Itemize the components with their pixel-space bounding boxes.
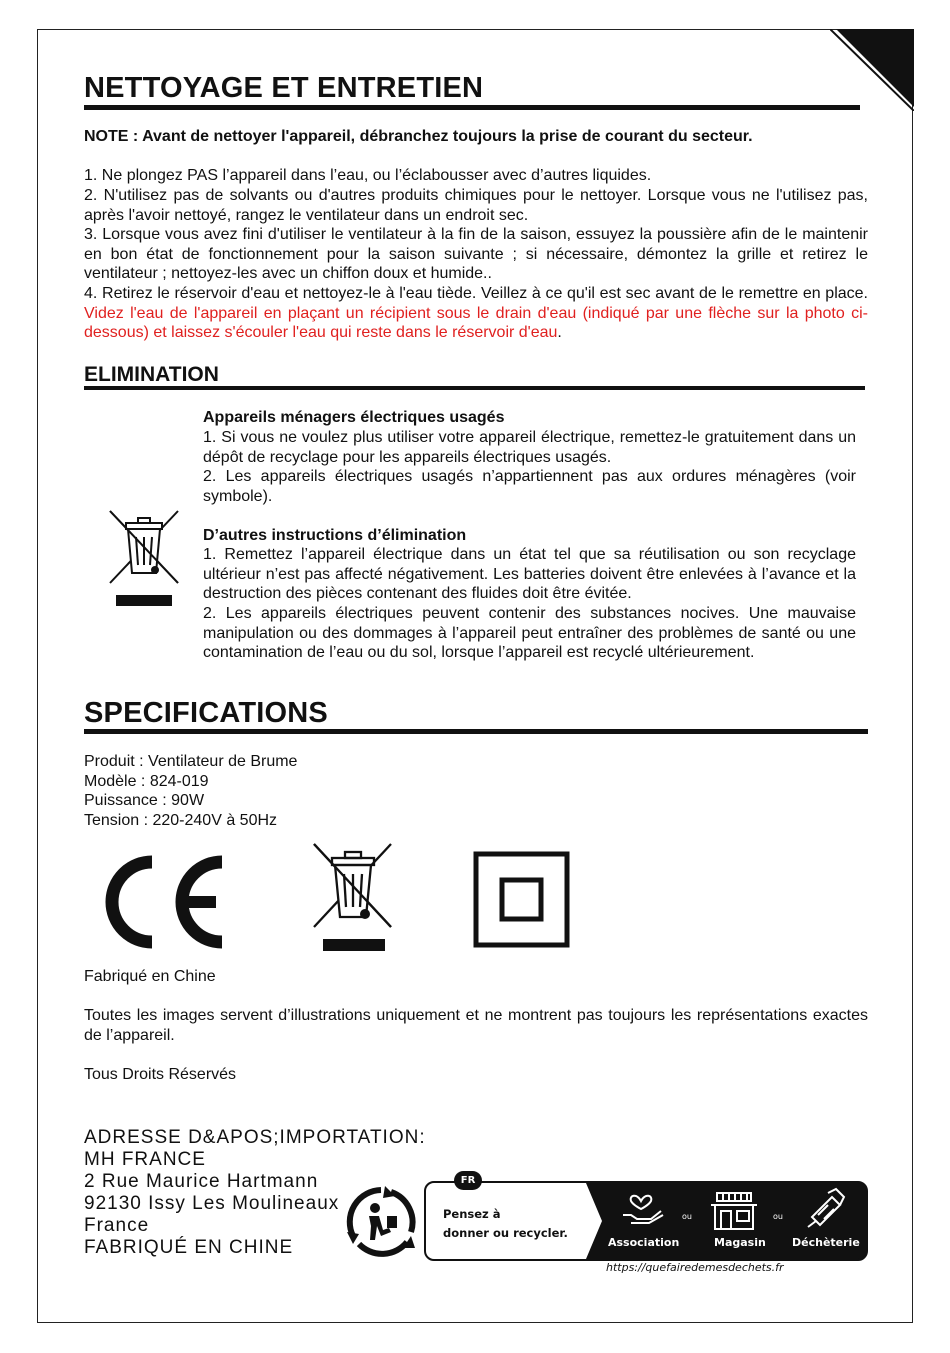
disposal-para-1: 1. Si vous ne voulez plus utiliser votre appareil électrique, remettez-le gratuitement dans un dépôt de recyclage pour les appareils électriques usagés. <box>203 429 856 466</box>
address-line: France <box>84 1215 150 1236</box>
cleaning-title-rule <box>84 105 860 110</box>
info-tri-line1: Pensez à <box>443 1207 501 1221</box>
info-tri-text <box>443 1205 568 1243</box>
disclaimer: Toutes les images servent d’illustrations uniquement et ne montrent pas toujours les représentations exactes de l’appareil. <box>84 1007 868 1044</box>
address-line: 2 Rue Maurice Hartmann <box>84 1171 319 1192</box>
specs-title-rule <box>84 729 868 734</box>
fr-badge: FR <box>454 1171 482 1190</box>
disposal-para-3: 1. Remettez l’appareil électrique dans un état tel que sa réutilisation ou son recyclage ultérieur n’est pas affecté négativement. Les batteries doivent être enlevées à l’avance et la destruction des pièces contenant des fluides doit être évitée. <box>203 546 856 603</box>
address-line: FABRIQUÉ EN CHINE <box>84 1237 294 1258</box>
disposal-title-rule <box>84 386 865 390</box>
or-label-1: ou <box>682 1212 692 1221</box>
cleaning-item-4-text: 4. Retirez le réservoir d'eau et nettoyez-le à l'eau tiède. Veillez à ce qu'il est sec avant de le remettre en place. <box>84 285 868 302</box>
info-tri-line2: donner ou recycler. <box>443 1226 568 1240</box>
recycle-bin-icon <box>806 1187 846 1229</box>
cleaning-item-4-end: . <box>557 324 562 342</box>
class-ii-icon <box>473 851 570 948</box>
disposal-title: ELIMINATION <box>84 363 219 386</box>
disposal-para-2: 2. Les appareils électriques usagés n’appartiennent pas aux ordures ménagères (voir symbole). <box>203 468 856 505</box>
spec-voltage: Tension : 220-240V à 50Hz <box>84 812 278 829</box>
or-label-2: ou <box>773 1212 783 1221</box>
triman-icon <box>345 1186 417 1258</box>
shop-icon <box>709 1191 759 1231</box>
triman-url: https://quefairedemesdechets.fr <box>606 1261 784 1274</box>
info-tri-box <box>424 1181 868 1261</box>
specs-title: SPECIFICATIONS <box>84 697 328 729</box>
weee-bin-icon <box>106 507 182 610</box>
disposal-subtitle-1: Appareils ménagers électriques usagés <box>203 409 505 426</box>
cleaning-item-2: 2. N'utilisez pas de solvants ou d'autres produits chimiques pour le nettoyer. Lorsque vous ne l'utilisez pas, après l'avoir nettoyé, rangez le ventilateur dans un endroit sec. <box>84 187 868 224</box>
ce-mark-icon <box>94 850 228 954</box>
cleaning-item-4 <box>84 284 868 343</box>
cleaning-note: NOTE : Avant de nettoyer l'appareil, débranchez toujours la prise de courant du secteur. <box>84 128 753 145</box>
weee-bin-icon-large <box>311 841 395 955</box>
address-line: 92130 Issy Les Moulineaux <box>84 1193 340 1214</box>
cleaning-item-3: 3. Lorsque vous avez fini d'utiliser le ventilateur à la fin de la saison, essuyez la poussière afin de le maintenir en bon état de fonctionnement pour la saison suivante ; si nécessaire, démontez la grille et retirez le ventilateur ; nettoyez-les avec un chiffon doux et humide.. <box>84 226 868 283</box>
option-decheterie: Déchèterie <box>792 1236 860 1249</box>
disposal-subtitle-2: D’autres instructions d’élimination <box>203 527 467 544</box>
cleaning-item-4-warning: Videz l'eau de l'appareil en plaçant un récipient sous le drain d'eau (indiqué par une flèche sur la photo ci-dessous) et laissez s'écouler l'eau qui reste dans le réservoir d'eau <box>84 304 868 342</box>
info-tri-panel <box>424 1181 868 1261</box>
disposal-para-4: 2. Les appareils électriques peuvent contenir des substances nocives. Une mauvaise manipulation ou des dommages à l’appareil peut entraîner des problèmes de santé ou une contamination de l’eau ou du sol, lorsque l’appareil est recyclé ultérieurement. <box>203 605 856 662</box>
address-line: MH FRANCE <box>84 1149 206 1170</box>
cleaning-title: NETTOYAGE ET ENTRETIEN <box>84 72 484 104</box>
spec-power: Puissance : 90W <box>84 792 205 809</box>
heart-hand-icon <box>621 1187 667 1227</box>
option-magasin: Magasin <box>714 1236 766 1249</box>
option-association: Association <box>608 1236 680 1249</box>
made-in-china: Fabriqué en Chine <box>84 968 216 985</box>
spec-model: Modèle : 824-019 <box>84 773 209 790</box>
address-line: ADRESSE D&APOS;IMPORTATION: <box>84 1127 426 1148</box>
spec-product: Produit : Ventilateur de Brume <box>84 753 298 770</box>
corner-tab-icon <box>830 29 914 111</box>
cleaning-item-1: 1. Ne plongez PAS l’appareil dans l’eau, ou l’éclabousser avec d’autres liquides. <box>84 167 652 184</box>
rights-reserved: Tous Droits Réservés <box>84 1066 237 1083</box>
